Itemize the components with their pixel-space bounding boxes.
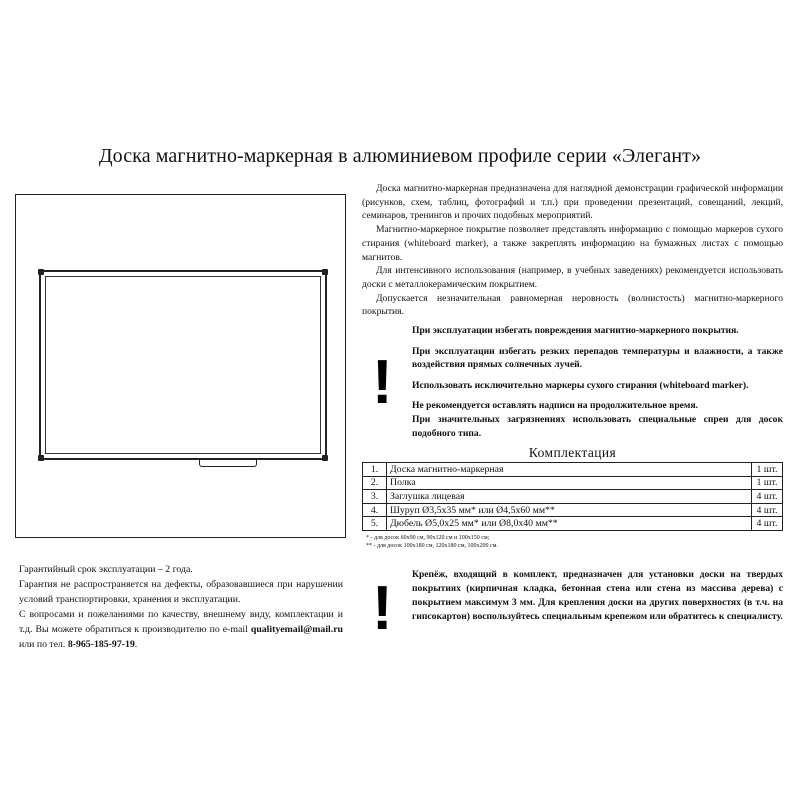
description-paragraph: Доска магнитно-маркерная предназначена для наглядной демонстрации графической информации (рисунков, схем, таблиц, фотографий и т.п.) при проведении презентаций, совещаний, лекций, семинаров, тренингов и прочих подобных мероприятий. bbox=[362, 183, 783, 222]
row-number: 2. bbox=[363, 476, 387, 490]
row-item: Дюбель Ø5,0х25 мм* или Ø8,0х40 мм** bbox=[387, 517, 752, 531]
corner-cap bbox=[38, 455, 44, 461]
corner-cap bbox=[322, 269, 328, 275]
table-row bbox=[363, 490, 783, 504]
row-item: Заглушка лицевая bbox=[387, 490, 752, 504]
row-quantity: 4 шт. bbox=[752, 503, 783, 517]
mounting-warning bbox=[362, 568, 783, 648]
warranty-info bbox=[19, 562, 343, 653]
row-quantity: 4 шт. bbox=[752, 517, 783, 531]
contact-text: С вопросами и пожеланиями по качеству, внешнему виду, комплектации и т.д. Вы можете обратиться к производителю по e-mail bbox=[19, 609, 343, 636]
contact-info bbox=[19, 607, 343, 652]
footnote: ** - для досок 100х180 см, 120х180 см, 100х200 см. bbox=[366, 543, 498, 550]
whiteboard-surface bbox=[45, 276, 321, 454]
table-row bbox=[363, 463, 783, 477]
contact-phone: 8-965-185-97-19 bbox=[67, 639, 135, 651]
corner-cap bbox=[38, 269, 44, 275]
exclamation-icon: ! bbox=[372, 574, 393, 643]
row-quantity: 1 шт. bbox=[752, 476, 783, 490]
contact-email: qualityemail@mail.ru bbox=[250, 624, 344, 636]
product-description bbox=[362, 182, 783, 319]
row-number: 3. bbox=[363, 490, 387, 504]
contact-phone-prefix: или по тел. bbox=[19, 639, 66, 651]
usage-warnings bbox=[362, 324, 783, 444]
warranty-exclusions: Гарантия не распространяется на дефекты, образовавшиеся при нарушении условий транспортировки, хранения и эксплуатации. bbox=[19, 579, 343, 606]
description-paragraph: Магнитно-маркерное покрытие позволяет представлять информацию с помощью маркеров сухого стирания (whiteboard marker), а также закреплять информацию на бумажных листах с помощью магнитов. bbox=[362, 224, 783, 263]
kit-title: Комплектация bbox=[528, 445, 617, 460]
contact-suffix: . bbox=[134, 639, 138, 651]
table-row bbox=[363, 517, 783, 531]
row-item: Доска магнитно-маркерная bbox=[387, 463, 752, 477]
row-item: Полка bbox=[387, 476, 752, 490]
footnote: * - для досок 60х90 см, 90х120 см и 100х150 см; bbox=[366, 535, 490, 541]
exclamation-icon: ! bbox=[372, 348, 393, 417]
row-number: 5. bbox=[363, 517, 387, 531]
description-paragraph: Для интенсивного использования (например, в учебных заведениях) рекомендуется использовать доски с металлокерамическим покрытием. bbox=[362, 265, 783, 290]
corner-cap bbox=[322, 455, 328, 461]
description-paragraph: Допускается незначительная равномерная неровность (волнистость) магнитно-маркерного покрытия. bbox=[362, 292, 783, 318]
product-image bbox=[15, 194, 346, 538]
table-row bbox=[363, 503, 783, 517]
warnings-text bbox=[412, 324, 783, 440]
warning-line: Не рекомендуется оставлять надписи на продолжительное время. bbox=[412, 400, 699, 412]
table-row bbox=[363, 476, 783, 490]
row-number: 1. bbox=[363, 463, 387, 477]
marker-shelf-drawing bbox=[199, 460, 257, 467]
row-number: 4. bbox=[363, 503, 387, 517]
kit-footnotes bbox=[366, 534, 783, 550]
row-quantity: 4 шт. bbox=[752, 490, 783, 504]
mounting-text: Крепёж, входящий в комплект, предназначен для установки доски на твердых покрытиях (кирпичная кладка, бетонная стена или стена из массива дерева) с покрытием максимум 3 мм. Для крепления доски на других поверхностях (в т.ч. на гипсокартон) воспользуйтесь специальным крепежом или обратитесь к специалисту. bbox=[412, 569, 783, 623]
row-quantity: 1 шт. bbox=[752, 463, 783, 477]
warning-line: При эксплуатации избегать резких перепадов температуры и влажности, а также воздействия прямых солнечных лучей. bbox=[412, 345, 783, 371]
whiteboard-drawing bbox=[39, 270, 327, 460]
kit-table bbox=[362, 462, 783, 531]
warning-line: Использовать исключительно маркеры сухого стирания (whiteboard marker). bbox=[412, 379, 749, 391]
warning-line: При значительных загрязнениях использовать специальные спреи для досок подобного типа. bbox=[412, 413, 783, 439]
warranty-period: Гарантийный срок эксплуатации – 2 года. bbox=[19, 564, 193, 575]
row-item: Шуруп Ø3,5х35 мм* или Ø4,5х60 мм** bbox=[387, 503, 752, 517]
warning-line: При эксплуатации избегать повреждения магнитно-маркерного покрытия. bbox=[412, 325, 739, 336]
page-title: Доска магнитно-маркерная в алюминиевом профиле серии «Элегант» bbox=[98, 145, 702, 167]
